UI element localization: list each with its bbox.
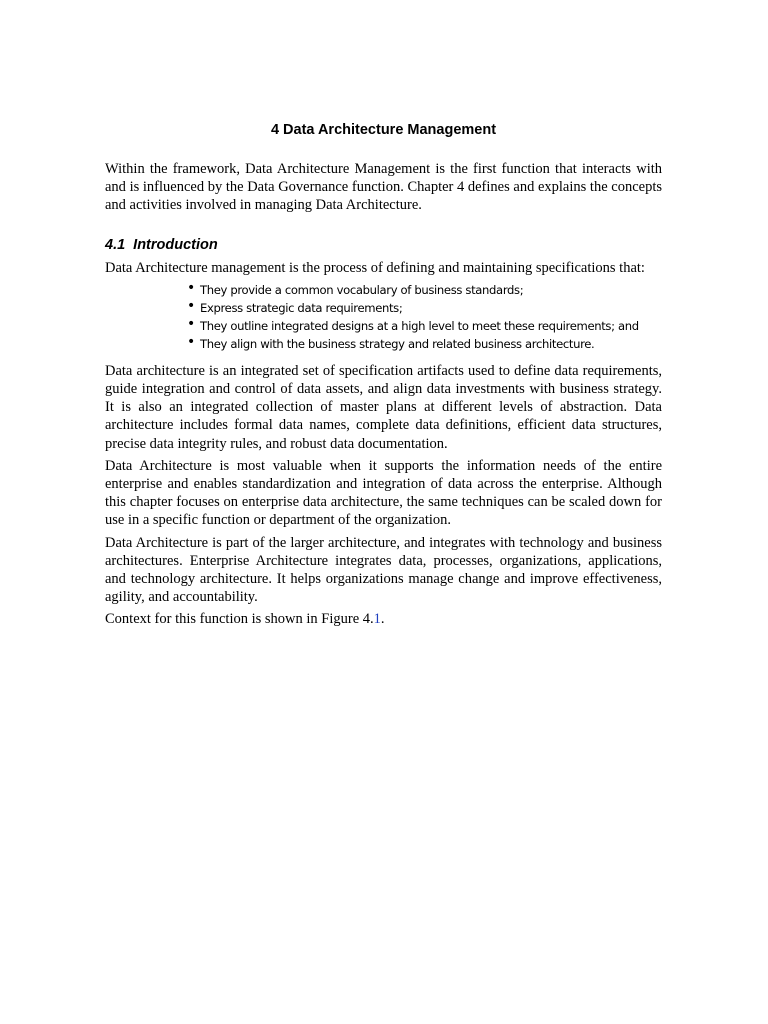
context-paragraph — [105, 610, 662, 628]
bullet-icon: • — [187, 279, 195, 296]
list-item — [187, 281, 662, 299]
bullet-icon: • — [187, 333, 195, 350]
definition-paragraph: Data Architecture management is the process of defining and maintaining specifications that: — [105, 259, 645, 276]
list-item — [187, 299, 662, 317]
section-title: Introduction — [133, 236, 218, 253]
context-suffix: . — [380, 611, 385, 628]
section-number: 4.1 — [105, 236, 126, 253]
bullet-icon: • — [187, 297, 195, 314]
chapter-title: 4 Data Architecture Management — [270, 122, 497, 138]
body-paragraph: Data architecture is an integrated set of specification artifacts used to define data requirements, guide integration and control of data assets, and align data investments with business strategy. It is also an integrated collection of master plans at different levels of abstraction. Data architecture includes formal data names, complete data definitions, efficient data structures, precise data integrity rules, and robust data documentation. — [105, 362, 662, 452]
list-item-text: Express strategic data requirements; — [200, 300, 403, 315]
intro-paragraph: Within the framework, Data Architecture Management is the first function that interacts with and is influenced by the Data Governance function. Chapter 4 defines and explains the concepts and activities involved in managing Data Architecture. — [105, 161, 662, 214]
specification-list — [105, 281, 662, 353]
list-item — [187, 335, 662, 353]
figure-reference-link[interactable]: 1 — [373, 611, 381, 628]
body-paragraph: Data Architecture is most valuable when it supports the information needs of the entire enterprise and enables standardization and integration of data across the enterprise. Although this chapter focuses on enterprise data architecture, the same techniques can be scaled down for use in a specific function or department of the organization. — [105, 457, 662, 529]
document-body — [105, 121, 662, 633]
section-heading — [105, 236, 662, 254]
body-paragraph: Data Architecture is part of the larger architecture, and integrates with technology and business architectures. Enterprise Architecture integrates data, processes, organizations, applications, and technology architecture. It helps organizations manage change and improve effectiveness, agility, and accountability. — [105, 534, 662, 606]
list-item — [187, 317, 662, 335]
list-item-text: They outline integrated designs at a high level to meet these requirements; and — [200, 318, 639, 333]
bullet-icon: • — [187, 315, 195, 332]
context-text: Context for this function is shown in Figure 4. — [105, 611, 374, 628]
list-item-text: They provide a common vocabulary of business standards; — [200, 282, 524, 297]
list-item-text: They align with the business strategy and related business architecture. — [200, 336, 595, 351]
